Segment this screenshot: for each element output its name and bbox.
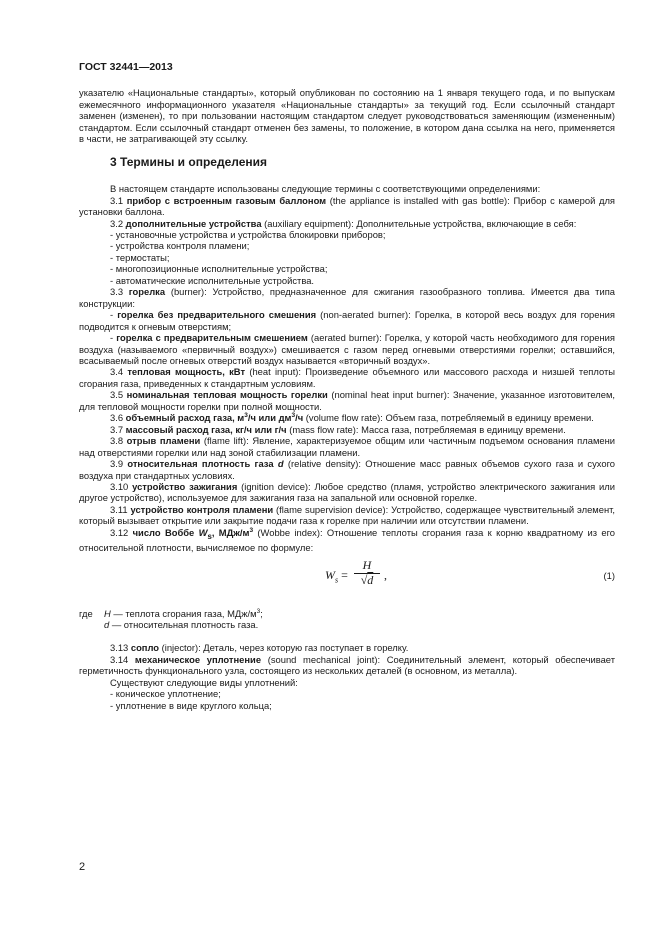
list-item: - устройства контроля пламени;: [110, 240, 250, 252]
term-number: 3.10: [110, 480, 133, 492]
term-definition: (flame lift): Явление, характеризуемое общим или частичным подъемом основания пламени над отверстиями горелки или над зоной стабилизации пламени.: [79, 435, 616, 458]
formula-numerator: H: [354, 560, 380, 574]
term-name: число Воббе $W_s$, МДж/$м^3$: [132, 526, 254, 541]
term-3-3-a: - горелка без предварительного смешения (non-aerated burner): Горелка, в которой весь воздух для горения подводится к огневым отверстиям;: [79, 309, 615, 332]
term-definition: (injector): Деталь, через которую газ поступает в горелку.: [159, 642, 409, 654]
term-number: 3.9: [110, 458, 128, 470]
term-name: массовый расход газа, кг/ч или г/ч: [125, 423, 287, 435]
term-name: сопло: [130, 642, 160, 654]
intro-paragraph: указателю «Национальные стандарты», который опубликован по состоянию на 1 января текущего года, и по выпускам ежемесячного информационного указателя «Национальные стандарты» за текущий год. Если ссылочный стандарт заменен (изменен), то при пользовании настоящим стандартом следует руководствоваться заменяющим (измененным) стандартом. Если ссылочный стандарт отменен без замены, то положение, в котором дана ссылка на него, применяется в части, не затрагивающей эту ссылку.: [79, 87, 615, 145]
term-3-2: [79, 218, 615, 229]
term-name: номинальная тепловая мощность горелки: [126, 389, 328, 401]
term-definition: (aerated burner): Горелка, у которой часть необходимого для горения воздуха (называемого «первичный воздух») смешивается с газом перед огневыми отверстиями горелки; оставшийся, всасываемый после огневых отверстий воздух называется «вторичный воздух».: [79, 332, 615, 366]
term-definition: (auxiliary equipment): Дополнительные устройства, включающие в себя:: [261, 217, 577, 229]
term-number: 3.4: [110, 366, 128, 378]
term-name: горелка: [128, 286, 166, 298]
list-item: - коническое уплотнение;: [110, 688, 221, 700]
term-name: горелка с предварительным смешением: [116, 332, 308, 344]
list-item: - многопозиционные исполнительные устройства;: [110, 263, 328, 275]
page-number: 2: [79, 861, 86, 873]
term-number: 3.3: [110, 286, 129, 298]
term-name: объемный расход газа, $м^3/ч$ или $дм^3/ч$: [125, 412, 304, 424]
term-name: устройство зажигания: [132, 480, 238, 492]
term-3-7: [79, 424, 615, 435]
term-3-9: [79, 458, 615, 481]
terms-lead: В настоящем стандарте использованы следующие термины с соответствующими определениями:: [110, 183, 541, 195]
term-number: 3.8: [110, 435, 127, 447]
formula-number: (1): [603, 569, 615, 581]
formula-lhs: $W_s$ =: [325, 567, 348, 584]
term-name: дополнительные устройства: [125, 217, 262, 229]
term-number: 3.14: [110, 653, 135, 665]
document-header: ГОСТ 32441—2013: [79, 61, 173, 73]
section-title: 3 Термины и определения: [110, 154, 268, 169]
term-definition: (Wobbe index): Отношение теплоты сгорания газа к корню квадратному из его относительной плотности, вычисляемое по формуле:: [79, 526, 615, 554]
term-number: 3.5: [110, 389, 127, 401]
term-definition: (non-aerated burner): Горелка, в которой весь воздух для горения подводится к огневым отверстиям;: [79, 309, 615, 332]
term-3-11: [79, 504, 615, 527]
term-name: тепловая мощность, кВт: [127, 366, 246, 378]
term-number: 3.1: [110, 194, 127, 206]
term-name: механическое уплотнение: [134, 653, 262, 665]
term-3-3: [79, 286, 615, 309]
term-definition: (the appliance is installed with gas bottle): Прибор с камерой для установки баллона.: [79, 194, 616, 218]
term-definition: (burner): Устройство, предназначенное для сжигания газообразного топлива. Имеется два типа конструкции:: [79, 286, 616, 309]
term-3-8: [79, 435, 615, 458]
term-name: горелка без предварительного смешения: [117, 309, 317, 321]
term-3-5: [79, 389, 615, 412]
term-definition: (nominal heat input burner): Значение, указанное изготовителем, для тепловой мощности горелки при полной мощности.: [79, 389, 615, 412]
term-name: относительная плотность газа d: [127, 458, 284, 470]
term-3-3-b: - горелка с предварительным смешением (aerated burner): Горелка, у которой часть необходимого для горения воздуха (называемого «первичный воздух») смешивается с газом перед огневыми отверстиями горелки; оставшийся, всасываемый после огневых отверстий воздух называется «вторичный воздух».: [79, 332, 615, 366]
term-definition: (ignition device): Любое средство (пламя, устройство электрического зажигания или другое устройство), используемое для зажигания газа на запальной или основной горелке.: [79, 480, 615, 504]
term-definition: (flame supervision device): Устройство, содержащее чувствительный элемент, который вызывает открытие или закрытие подачи газа к горелке при наличии или отсутствии пламени.: [79, 503, 616, 527]
where-label: где: [79, 607, 93, 619]
seal-types-lead: Существуют следующие виды уплотнений:: [110, 676, 298, 688]
formula-fraction: [354, 557, 380, 587]
term-3-13: [79, 642, 615, 653]
term-3-12: [79, 527, 615, 554]
term-definition: (mass flow rate): Масса газа, потребляемая в единицу времени.: [286, 423, 566, 435]
term-name: прибор с встроенным газовым баллоном: [126, 194, 327, 206]
term-number: 3.12: [110, 526, 133, 538]
formula-legend: где H — теплота сгорания газа, МДж/$м^3$; d — относительная плотность газа.: [79, 607, 263, 630]
term-number: 3.7: [110, 423, 126, 435]
list-item: - термостаты;: [110, 251, 170, 263]
term-3-1: [79, 195, 615, 218]
term-definition: (relative density): Отношение масс равных объемов сухого газа и сухого воздуха при стандартных условиях.: [79, 458, 615, 481]
wobbe-formula: [79, 557, 615, 604]
term-3-10: [79, 481, 615, 504]
term-number: 3.2: [110, 217, 126, 229]
term-definition: (sound mechanical joint): Соединительный элемент, который обеспечивает герметичность функционального узла, состоящего из нескольких деталей (в основном, из металла).: [79, 653, 615, 677]
term-number: 3.11: [110, 503, 131, 515]
formula-comma: ,: [384, 567, 387, 582]
term-definition: (volume flow rate): Объем газа, потребляемый в единицу времени.: [303, 412, 594, 424]
term-name: устройство контроля пламени: [130, 503, 274, 515]
term-number: 3.13: [110, 642, 131, 654]
term-3-14: [79, 654, 615, 677]
term-3-6: [79, 412, 615, 423]
formula-denominator: √d: [360, 573, 374, 587]
term-name: отрыв пламени: [126, 435, 201, 447]
list-item: - уплотнение в виде круглого кольца;: [110, 699, 272, 711]
term-definition: (heat input): Произведение объемного или массового расхода и низшей теплоты сгорания газа, приведенных к стандартным условиям.: [79, 366, 615, 389]
term-number: 3.6: [110, 412, 126, 424]
term-3-4: [79, 366, 615, 389]
list-item: - автоматические исполнительные устройства.: [110, 274, 315, 286]
list-item: - установочные устройства и устройства блокировки приборов;: [110, 228, 386, 240]
